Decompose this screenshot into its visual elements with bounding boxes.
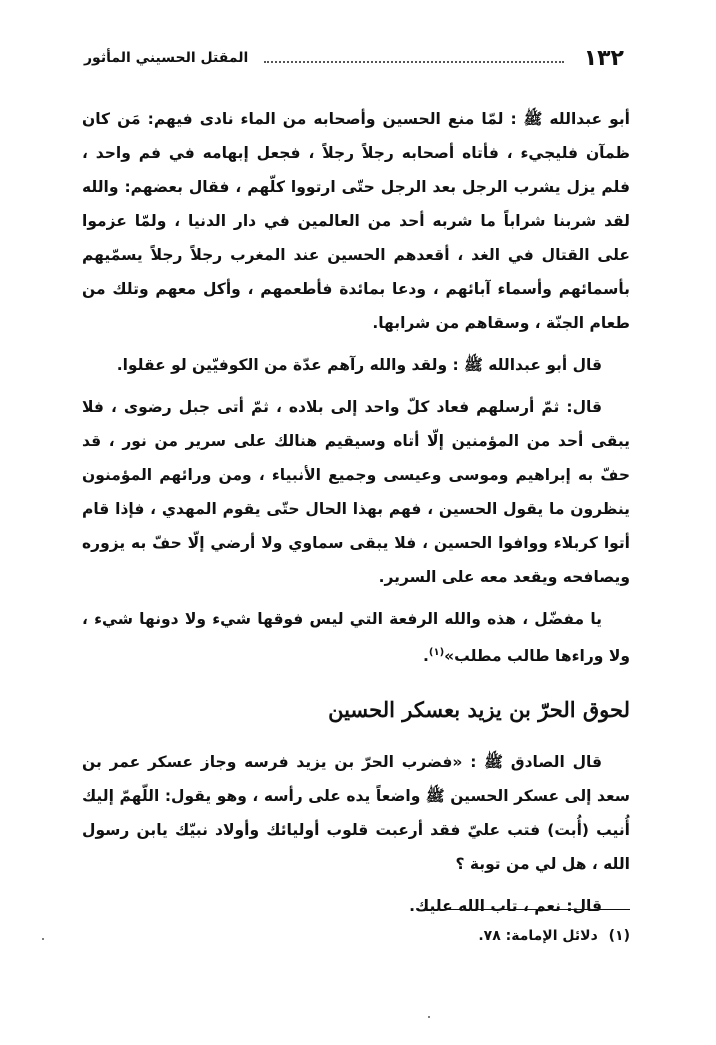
footnote-number: (١) (608, 928, 630, 944)
scan-speck (428, 1016, 430, 1018)
paragraph-4-text: يا مفضّل ، هذه والله الرفعة التي ليس فوقها شيء ولا دونها شيء ، ولا وراءها طالب مطلب» (82, 610, 630, 666)
section-paragraph-2: قال: نعم ، تاب الله عليك. (409, 897, 602, 916)
page-header (84, 42, 624, 74)
paragraph-4: يا مفضّل ، هذه والله الرفعة التي ليس فوقها شيء ولا دونها شيء ، ولا وراءها طالب مطلب»$^{(١)}$. (82, 610, 630, 666)
footnote-divider (424, 909, 630, 910)
paragraph-2: قال أبو عبدالله ﷺ : ولقد والله رآهم عدّة من الكوفيّين لو عقلوا. (116, 356, 602, 374)
footnote (82, 928, 630, 944)
page-number: ١٣٢ (583, 45, 624, 71)
scan-speck (42, 938, 44, 940)
footnote-text: دلائل الإمامة: ٧٨. (478, 928, 598, 944)
paragraph-1: أبو عبدالله ﷺ : لمّا منع الحسين وأصحابه من الماء نادى فيهم: مَن كان ظمآن فليجيء ، فأتاه أصحابه رجلاً رجلاً ، فجعل إبهامه في فم واحد ، فلم يزل يشرب الرجل بعد الرجل حتّى ارتووا كلّهم ، فقال بعضهم: والله لقد شربنا شراباً ما شربه أحد من العالمين في دار الدنيا ، ولمّا عزموا على القتال في الغد ، أقعدهم الحسين عند المغرب رجلاً رجلاً يسمّيهم بأسمائهم وأسماء آبائهم ، ودعا بمائدة فأطعمهم ، وأكل معهم وتلك من طعام الجنّة ، وسقاهم من شرابها. (82, 110, 630, 332)
paragraph-3: قال: ثمّ أرسلهم فعاد كلّ واحد إلى بلاده ، ثمّ أتى جبل رضوى ، فلا يبقى أحد من المؤمنين إلّا أتاه وسيقيم هنالك على سرير من نور ، قد حفّ به إبراهيم وموسى وعيسى وجميع الأنبياء ، ومن ورائهم المؤمنون ينظرون ما يقول الحسين ، فهم بهذا الحال حتّى يقوم المهدي ، فإذا قام أتوا كربلاء ووافوا الحسين ، فلا يبقى سماوي ولا أرضي إلّا حفّ به يزوره ويصافحه ويقعد معه على السرير. (82, 398, 630, 586)
header-dotted-leader (264, 61, 563, 63)
section-paragraph-1: قال الصادق ﷺ : «فضرب الحرّ بن يزيد فرسه وجاز عسكر عمر بن سعد إلى عسكر الحسين ﷺ واضعاً يده على رأسه ، وهو يقول: اللّهمّ إليك أُنيب (أُبت) فتب عليّ فقد أرعبت قلوب أوليائك وأولاد نبيّك يابن رسول الله ، هل لي من توبة ؟ (82, 753, 630, 874)
section-heading: لحوق الحرّ بن يزيد بعسكر الحسين (328, 697, 630, 723)
running-title: المقتل الحسيني المأثور (84, 50, 249, 66)
main-text (82, 102, 630, 931)
footnote-reference[interactable]: (١) (428, 647, 445, 658)
